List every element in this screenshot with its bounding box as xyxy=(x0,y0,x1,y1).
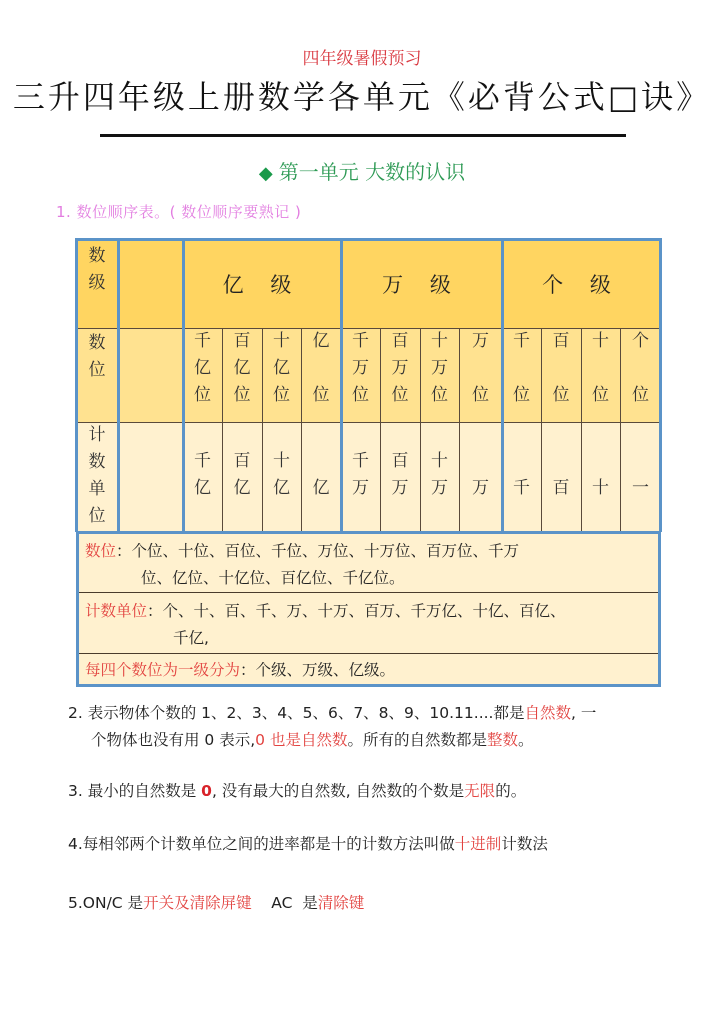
blank-header-cell xyxy=(118,239,183,328)
highlight-text: 十进制 xyxy=(454,835,502,853)
groups-explanation xyxy=(79,654,658,684)
column-divider xyxy=(262,328,263,532)
unit-cell: 百 xyxy=(541,422,581,532)
column-divider xyxy=(541,328,542,532)
highlight-text: 开关及清除屏键 xyxy=(143,894,252,912)
place-cell: 千 万 位 xyxy=(341,328,380,422)
row-divider xyxy=(76,328,661,329)
units-text: ：个、十、百、千、万、十万、百万、千万亿、十亿、百亿、 xyxy=(147,602,566,620)
highlight-text: 0 xyxy=(201,782,212,800)
item-5: 5.ON/C 是开关及清除屏键 AC 是清除键 xyxy=(68,894,365,912)
unit-cell: 万 xyxy=(459,422,502,532)
column-divider xyxy=(420,328,421,532)
section-title: 第一单元 大数的认识 xyxy=(278,160,466,184)
group-yi: 亿 级 xyxy=(183,239,341,328)
highlight-text: 无限 xyxy=(464,782,496,800)
group-divider xyxy=(117,239,120,532)
blank-unit-cell xyxy=(118,422,183,532)
place-cell: 万 位 xyxy=(459,328,502,422)
row-header-unit xyxy=(76,422,118,532)
unit-cell: 百 亿 xyxy=(222,422,262,532)
column-divider xyxy=(222,328,223,532)
places-text: ：个位、十位、百位、千位、万位、十万位、百万位、千万 xyxy=(116,542,520,560)
group-divider xyxy=(501,239,504,532)
column-divider xyxy=(581,328,582,532)
row-header-char: 数 xyxy=(88,333,106,353)
places-text-cont: 位、亿位、十亿位、百亿位、千亿位。 xyxy=(141,569,405,587)
units-explanation xyxy=(79,593,658,654)
row-header-char: 数 xyxy=(88,452,106,472)
column-divider xyxy=(459,328,460,532)
column-divider xyxy=(380,328,381,532)
place-cell: 十 万 位 xyxy=(420,328,459,422)
highlight-text: 0 也是自然数 xyxy=(255,731,348,749)
item-1-heading: 1. 数位顺序表。( 数位顺序要熟记 ) xyxy=(56,203,302,221)
highlight-text: 自然数 xyxy=(524,704,571,722)
unit-cell: 千 亿 xyxy=(183,422,222,532)
row-divider xyxy=(76,422,661,423)
unit-cell: 千 万 xyxy=(341,422,380,532)
unit-cell: 千 xyxy=(502,422,541,532)
row-header-char: 级 xyxy=(88,273,106,293)
unit-cell: 亿 xyxy=(301,422,341,532)
row-header-place xyxy=(76,328,118,422)
section-heading xyxy=(0,156,724,185)
group-wan: 万 级 xyxy=(341,239,502,328)
place-cell: 千 亿 位 xyxy=(183,328,222,422)
units-label: 计数单位 xyxy=(85,602,148,620)
places-explanation xyxy=(79,534,658,593)
diamond-icon: ◆ xyxy=(258,163,273,184)
group-divider xyxy=(340,239,343,532)
row-header-char: 单 xyxy=(88,479,106,499)
place-cell: 百 位 xyxy=(541,328,581,422)
item-2-line-2: 个物体也没有用 0 表示,0 也是自然数。所有的自然数都是整数。 xyxy=(91,731,534,749)
row-header-level xyxy=(76,239,118,328)
place-cell: 亿 位 xyxy=(301,328,341,422)
place-cell: 百 亿 位 xyxy=(222,328,262,422)
units-text-cont: 千亿, xyxy=(173,629,209,647)
unit-cell: 十 亿 xyxy=(262,422,301,532)
place-cell: 十 位 xyxy=(581,328,620,422)
item-3: 3. 最小的自然数是 0, 没有最大的自然数, 自然数的个数是无限的。 xyxy=(68,782,527,800)
place-value-table xyxy=(76,239,661,532)
unit-cell: 十 xyxy=(581,422,620,532)
page-subtitle: 四年级暑假预习 xyxy=(302,49,422,69)
highlight-text: 清除键 xyxy=(317,894,365,912)
row-header-char: 数 xyxy=(88,246,106,266)
places-label: 数位 xyxy=(85,542,117,560)
place-cell: 个 位 xyxy=(620,328,661,422)
unit-cell: 百 万 xyxy=(380,422,420,532)
table-border-left xyxy=(75,239,78,532)
row-header-char: 位 xyxy=(88,360,106,380)
column-divider xyxy=(620,328,621,532)
row-header-char: 位 xyxy=(88,506,106,526)
groups-text: ：个级、万级、亿级。 xyxy=(240,661,396,679)
table-border-right xyxy=(659,239,662,532)
item-2-line-1: 2. 表示物体个数的 1、2、3、4、5、6、7、8、9、10.11....都是自然数, 一 xyxy=(68,704,597,722)
table-border-top xyxy=(75,238,662,241)
explanation-box xyxy=(76,531,661,687)
item-4: 4.每相邻两个计数单位之间的进率都是十的计数方法叫做十进制计数法 xyxy=(68,835,548,853)
groups-label: 每四个数位为一级分为 xyxy=(85,661,241,679)
highlight-text: 整数 xyxy=(486,731,518,749)
unit-cell: 一 xyxy=(620,422,661,532)
row-header-char: 计 xyxy=(88,425,106,445)
place-cell: 千 位 xyxy=(502,328,541,422)
column-divider xyxy=(301,328,302,532)
title-divider xyxy=(100,134,626,137)
place-cell: 百 万 位 xyxy=(380,328,420,422)
unit-cell: 十 万 xyxy=(420,422,459,532)
group-ge: 个 级 xyxy=(502,239,661,328)
group-divider xyxy=(182,239,185,532)
place-cell: 十 亿 位 xyxy=(262,328,301,422)
blank-place-cell xyxy=(118,328,183,422)
page-title: 三升四年级上册数学各单元《必背公式□诀》 xyxy=(12,78,712,116)
